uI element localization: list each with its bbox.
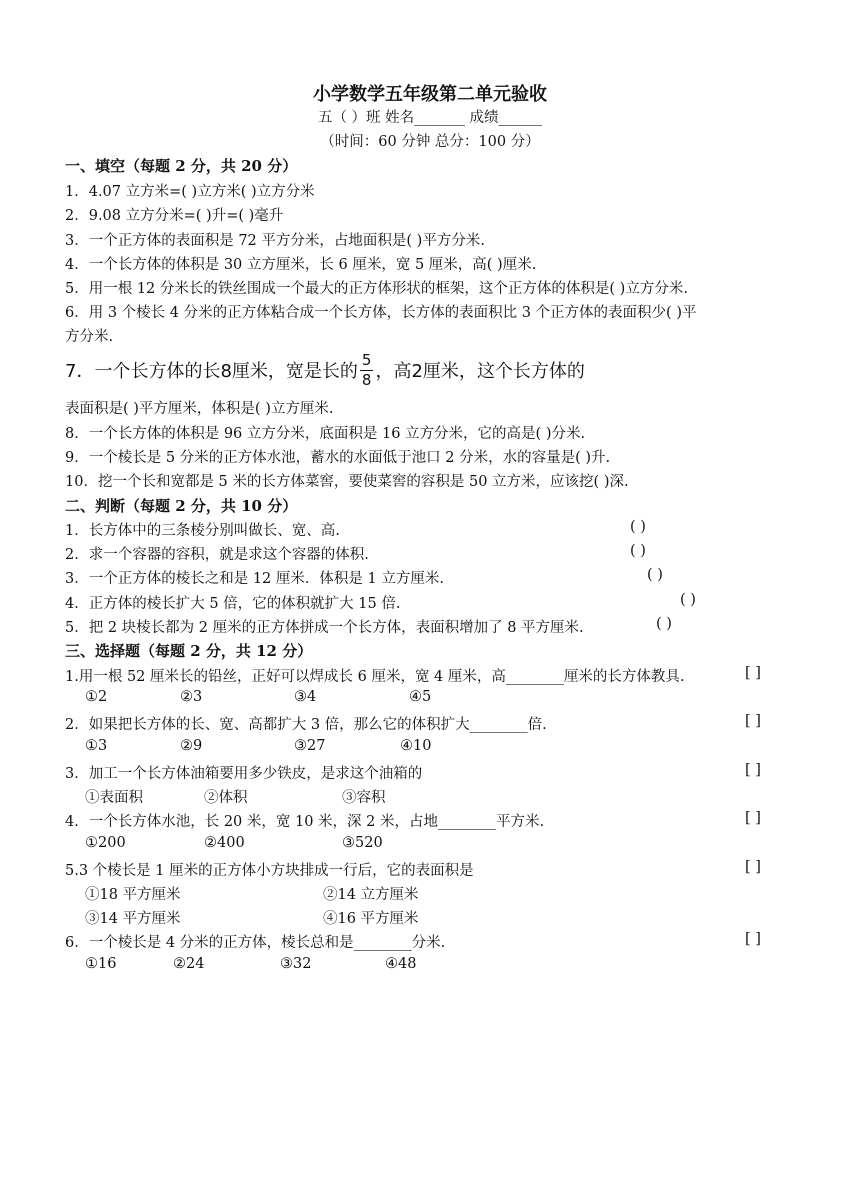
choice-3-option-2: ②体积 <box>204 790 248 806</box>
judge-answer-paren-4: ( ) <box>680 592 696 608</box>
choice-1-option-3: ③4 <box>294 689 317 705</box>
choice-6-option-4: ④48 <box>385 956 417 972</box>
choice-answer-bracket-1: [ ] <box>745 665 761 681</box>
choice-6-option-3: ③32 <box>280 956 312 972</box>
choice-question-5: 5.3 个棱长是 1 厘米的正方体小方块排成一行后，它的表面积是 <box>65 863 474 879</box>
choice-4-option-2: ②400 <box>204 835 245 851</box>
judge-question-1: 1．长方体中的三条棱分别叫做长、宽、高. <box>65 523 340 539</box>
judge-answer-paren-1: ( ) <box>630 519 646 535</box>
choice-2-option-1: ①3 <box>85 738 108 754</box>
student-info-line: 五（ ）班 姓名_______ 成绩______ <box>317 110 543 126</box>
choice-2-option-3: ③27 <box>294 738 326 754</box>
choice-1-option-2: ②3 <box>180 689 203 705</box>
judge-question-4: 4．正方体的棱长扩大 5 倍，它的体积就扩大 15 倍. <box>65 596 401 612</box>
choice-1-option-1: ①2 <box>85 689 108 705</box>
fill-question-9: 9．一个棱长是 5 分米的正方体水池，蓄水的水面低于池口 2 分米，水的容量是( )升. <box>65 450 611 466</box>
choice-4-option-1: ①200 <box>85 835 126 851</box>
choice-4-option-3: ③520 <box>342 835 383 851</box>
section-2-heading: 二、判断（每题 2 分，共 10 分） <box>65 497 298 515</box>
question-7-text-start: 7．一个长方体的长8厘米，宽是长的 <box>65 361 358 382</box>
judge-question-2: 2．求一个容器的容积，就是求这个容器的体积. <box>65 547 369 563</box>
fill-question-6-line-2: 方分米. <box>65 329 114 345</box>
choice-5-option-4: ④16 平方厘米 <box>323 911 419 927</box>
section-1-heading: 一、填空（每题 2 分，共 20 分） <box>65 157 298 175</box>
judge-answer-paren-5: ( ) <box>656 616 672 632</box>
choice-question-3: 3．加工一个长方体油箱要用多少铁皮，是求这个油箱的 <box>65 766 423 782</box>
choice-question-6: 6．一个棱长是 4 分米的正方体，棱长总和是________分米. <box>65 935 446 951</box>
fill-question-6-line-1: 6．用 3 个棱长 4 分米的正方体粘合成一个长方体，长方体的表面积比 3 个正方体的表面积少( )平 <box>65 305 697 321</box>
choice-question-2: 2．如果把长方体的长、宽、高都扩大 3 倍，那么它的体积扩大________倍. <box>65 717 547 733</box>
choice-6-option-2: ②24 <box>173 956 205 972</box>
page-title: 小学数学五年级第二单元验收 <box>313 84 547 105</box>
fill-question-8: 8．一个长方体的体积是 96 立方分米，底面积是 16 立方分米，它的高是( )分米. <box>65 426 586 442</box>
fill-question-2: 2．9.08 立方分米=( )升=( )毫升 <box>65 208 284 224</box>
choice-1-option-4: ④5 <box>409 689 432 705</box>
choice-6-option-1: ①16 <box>85 956 117 972</box>
choice-answer-bracket-3: [ ] <box>745 762 761 778</box>
fill-question-1: 1．4.07 立方米=( )立方米( )立方分米 <box>65 184 315 200</box>
choice-answer-bracket-5: [ ] <box>745 859 761 875</box>
choice-5-option-1: ①18 平方厘米 <box>85 887 181 903</box>
fraction-five-eighths <box>360 350 374 389</box>
fraction-numerator: 5 <box>361 350 372 369</box>
choice-2-option-4: ④10 <box>400 738 432 754</box>
choice-3-option-3: ③容积 <box>342 790 386 806</box>
question-7-text-end: ，高2厘米，这个长方体的 <box>375 361 585 382</box>
fill-question-3: 3．一个正方体的表面积是 72 平方分米，占地面积是( )平方分米. <box>65 233 485 249</box>
choice-answer-bracket-2: [ ] <box>745 713 761 729</box>
fill-question-4: 4．一个长方体的体积是 30 立方厘米，长 6 厘米，宽 5 厘米，高( )厘米. <box>65 257 537 273</box>
choice-answer-bracket-4: [ ] <box>745 810 761 826</box>
choice-question-4: 4．一个长方体水池，长 20 米，宽 10 米，深 2 米，占地________平方米. <box>65 814 545 830</box>
judge-question-3: 3．一个正方体的棱长之和是 12 厘米．体积是 1 立方厘米. <box>65 571 444 587</box>
judge-answer-paren-3: ( ) <box>647 567 663 583</box>
choice-3-option-1: ①表面积 <box>85 790 143 806</box>
time-and-score-line: （时间：60 分钟 总分：100 分） <box>320 134 540 150</box>
fill-question-7-line-2: 表面积是( )平方厘米，体积是( )立方厘米. <box>65 401 334 417</box>
choice-question-1: 1.用一根 52 厘米长的铅丝，正好可以焊成长 6 厘米，宽 4 厘米，高________厘米的长方体教具. <box>65 669 685 685</box>
choice-5-option-3: ③14 平方厘米 <box>85 911 181 927</box>
fraction-denominator: 8 <box>361 370 372 389</box>
fill-question-7-line-1 <box>65 350 585 390</box>
choice-2-option-2: ②9 <box>180 738 203 754</box>
fill-question-10: 10．挖一个长和宽都是 5 米的长方体菜窖，要使菜窖的容积是 50 立方米，应该挖( )深. <box>65 474 629 490</box>
judge-question-5: 5．把 2 块棱长都为 2 厘米的正方体拼成一个长方体，表面积增加了 8 平方厘米. <box>65 620 584 636</box>
section-3-heading: 三、选择题（每题 2 分，共 12 分） <box>65 642 313 660</box>
fill-question-5: 5．用一根 12 分米长的铁丝围成一个最大的正方体形状的框架，这个正方体的体积是( )立方分米. <box>65 281 688 297</box>
choice-answer-bracket-6: [ ] <box>745 931 761 947</box>
choice-5-option-2: ②14 立方厘米 <box>323 887 419 903</box>
judge-answer-paren-2: ( ) <box>630 543 646 559</box>
